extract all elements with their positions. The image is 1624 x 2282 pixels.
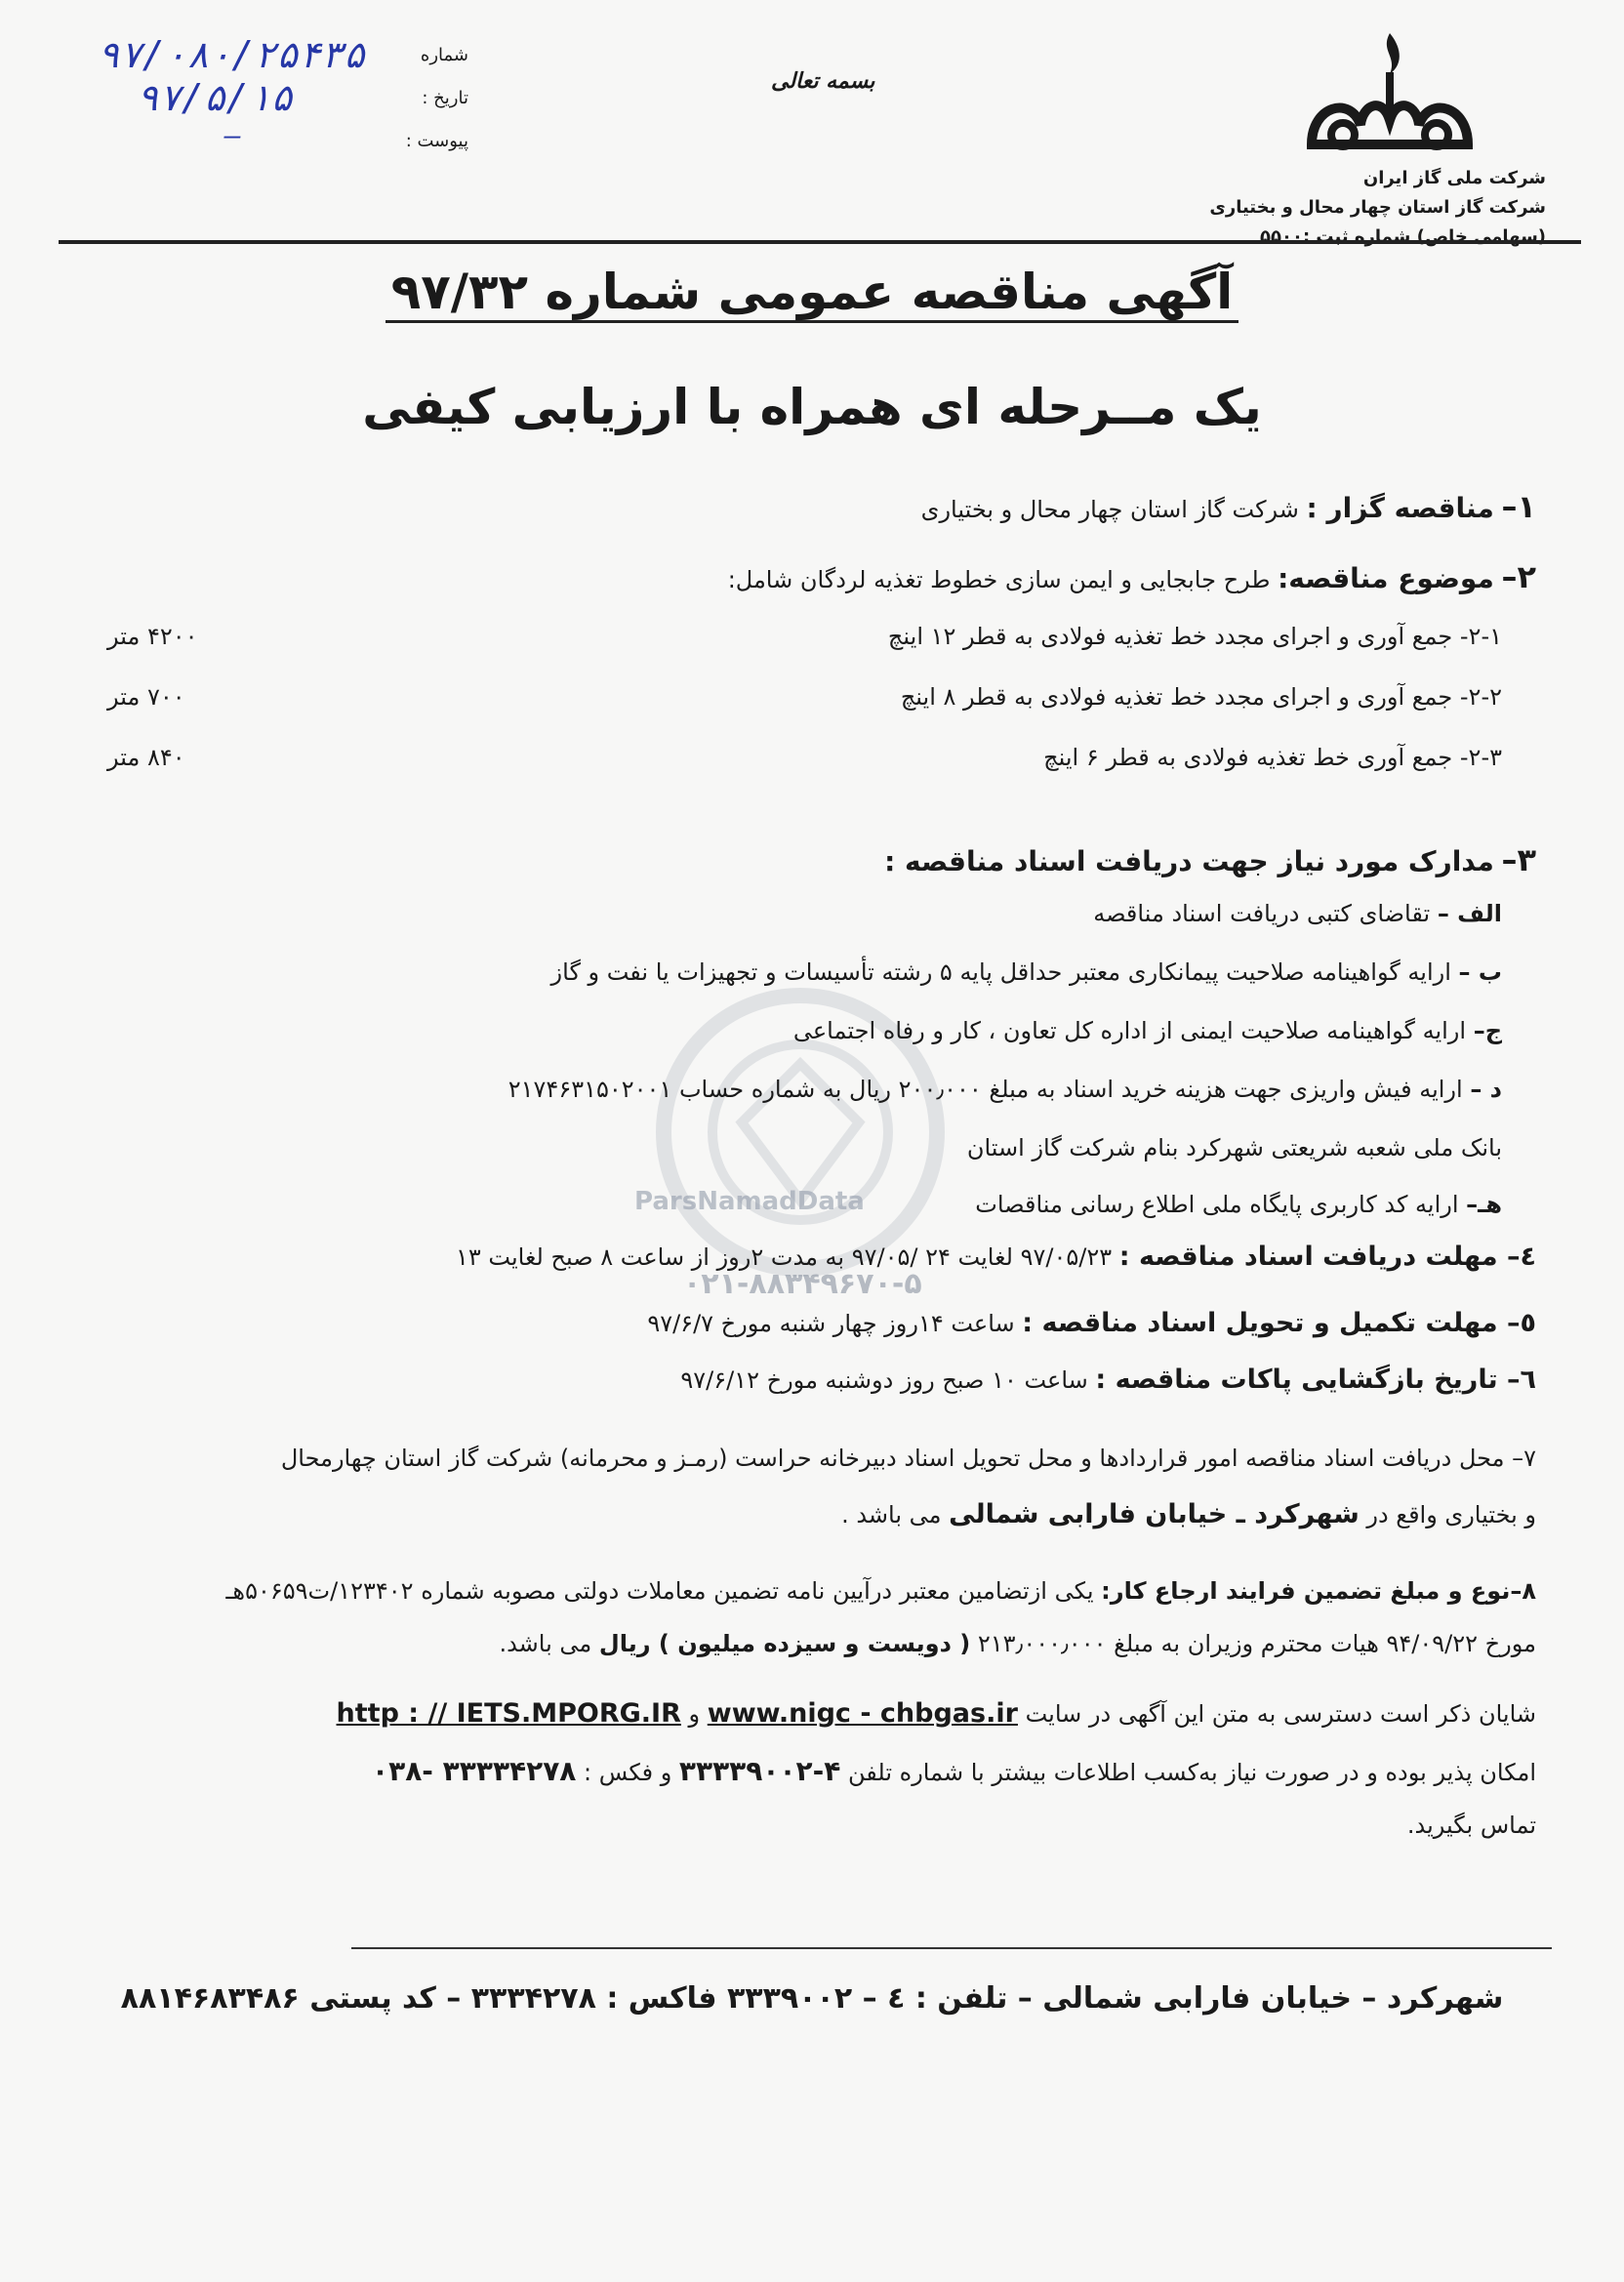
date-label: تاریخ : (422, 88, 468, 108)
item-6: ٦– تاریخ بازگشایی پاکات مناقصه : ساعت ۱۰ صبح روز دوشنبه مورخ ۹۷/۶/۱۲ (680, 1365, 1536, 1395)
item-8-line-2: مورخ ۹۴/۰۹/۲۲ هیات محترم وزیران به مبلغ ۲۱۳٫۰۰۰٫۰۰۰ ( دویست و سیزده میلیون ) ریال می باشد. (499, 1630, 1536, 1657)
basmala: بسمه تعالی (771, 68, 875, 94)
sub-item-2-2: ۲-۲- جمع آوری و اجرای مجدد خط تغذیه فولادی به قطر ۸ اینچ (900, 683, 1502, 711)
sub-item-2-1: ۲-۱- جمع آوری و اجرای مجدد خط تغذیه فولادی به قطر ۱۲ اینچ (887, 623, 1502, 650)
sub-item-2-2-amount: ۷۰۰ متر (107, 683, 185, 711)
number-label: شماره (420, 45, 468, 65)
item-2: ۲– موضوع مناقصه: طرح جابجایی و ایمن سازی خطوط تغذیه لردگان شامل: (727, 558, 1536, 595)
company-line-1: شرکت ملی گاز ایران (1362, 168, 1546, 188)
note-line-3: تماس بگیرید. (1406, 1812, 1536, 1839)
item-1: ۱– مناقصه گزار : شرکت گاز استان چهار محال و بختیاری (920, 488, 1536, 525)
doc-b: ب – ارایه گواهینامه صلاحیت پیمانکاری معتبر حداقل پایه ۵ رشته تأسیسات و تجهیزات یا نفت و گاز (550, 958, 1502, 986)
iets-site-link[interactable]: http : // IETS.MPORG.IR (336, 1698, 681, 1729)
watermark-brand: ParsNamadData (634, 1187, 865, 1216)
sub-item-2-3: ۲-۳- جمع آوری خط تغذیه فولادی به قطر ۶ اینچ (1043, 744, 1502, 771)
doc-d-continued: بانک ملی شعبه شریعتی شهرکرد بنام شرکت گاز استان (966, 1134, 1502, 1161)
note-line-1: شایان ذکر است دسترسی به متن این آگهی در سایت www.nigc - chbgas.ir و http : // IETS.MPORG.IR (336, 1698, 1536, 1729)
doc-e: هـ– ارایه کد کاربری پایگاه ملی اطلاع رسانی مناقصات (975, 1191, 1502, 1218)
page-subtitle: یک مــرحله ای همراه با ارزیابی کیفی (362, 379, 1262, 435)
page-title (0, 264, 1624, 320)
doc-a: الف – تقاضای کتبی دریافت اسناد مناقصه (1093, 900, 1502, 927)
number-value: ۹۷/۰۸۰/۲۵۴۳۵ (98, 33, 366, 76)
date-value: ۹۷/۵/۱۵ (137, 76, 294, 119)
item-5: ٥– مهلت تکمیل و تحویل اسناد مناقصه : ساعت ۱۴روز چهار شنبه مورخ ۹۷/۶/۷ (647, 1308, 1536, 1338)
attachment-label: پیوست : (405, 131, 468, 151)
item-7-line-2: و بختیاری واقع در شهرکرد ـ خیابان فارابی شمالی می باشد . (841, 1499, 1536, 1529)
footer-address: شهرکرد – خیابان فارابی شمالی – تلفن : ٤ – ۳۳۳۹۰۰۲ فاکس : ۳۳۳۴۲۷۸ – کد پستی ۸۸۱۴۶۸۳۴۸۶ (120, 1981, 1504, 2016)
doc-c: ج– ارایه گواهینامه صلاحیت ایمنی از اداره کل تعاون ، کار و رفاه اجتماعی (792, 1017, 1502, 1044)
company-line-3: (سهامی خاص) شماره ثبت :۵۵۰۰ (1260, 226, 1546, 247)
item-7-line-1: ۷– محل دریافت اسناد مناقصه امور قراردادها و محل تحویل اسناد دبیرخانه حراست (رمـز و محرمانه) شرکت گاز استان چهارمحال (280, 1445, 1536, 1472)
item-3: ۳– مدارک مورد نیاز جهت دریافت اسناد مناقصه : (884, 841, 1536, 878)
sub-item-2-1-amount: ۴۲۰۰ متر (107, 623, 198, 650)
nigc-logo-icon (1292, 27, 1487, 154)
doc-d: د – ارایه فیش واریزی جهت هزینه خرید اسناد به مبلغ ۲۰۰٫۰۰۰ ریال به شماره حساب ۲۱۷۴۶۳۱۵۰۲۰۰۱ (508, 1076, 1502, 1103)
nigc-site-link[interactable]: www.nigc - chbgas.ir (707, 1698, 1018, 1729)
company-line-2: شرکت گاز استان چهار محال و بختیاری (1209, 197, 1546, 218)
header-divider (59, 240, 1581, 244)
item-4: ٤– مهلت دریافت اسناد مناقصه : ۹۷/۰۵/۲۳ لغایت ۲۴ /۹۷/۰۵ به مدت ۲روز از ساعت ۸ صبح لغایت ۱۳ (456, 1242, 1536, 1272)
attachment-value: – (224, 119, 241, 151)
footer-divider (351, 1947, 1552, 1949)
page-title-text: آگهی مناقصه عمومی شماره ۹۷/۳۲ (386, 264, 1239, 323)
item-8-line-1: ۸–نوع و مبلغ تضمین فرایند ارجاع کار: یکی ازتضامین معتبر درآیین نامه تضمین معاملات دولتی مصوبه شماره ۱۲۳۴۰۲/ت۵۰۶۵۹هـ (225, 1577, 1536, 1605)
watermark-phone: ۰۲۱-۸۸۳۴۹۶۷۰-۵ (683, 1267, 922, 1301)
note-line-2: امکان پذیر بوده و در صورت نیاز به‌کسب اطلاعات بیشتر با شماره تلفن ۴-۳۳۳۳۹۰۰۲ و فکس : ۳۳۳۳۴۲۷۸ -۰۳۸ (372, 1755, 1536, 1787)
sub-item-2-3-amount: ۸۴۰ متر (107, 744, 185, 771)
letter-meta (98, 33, 468, 162)
